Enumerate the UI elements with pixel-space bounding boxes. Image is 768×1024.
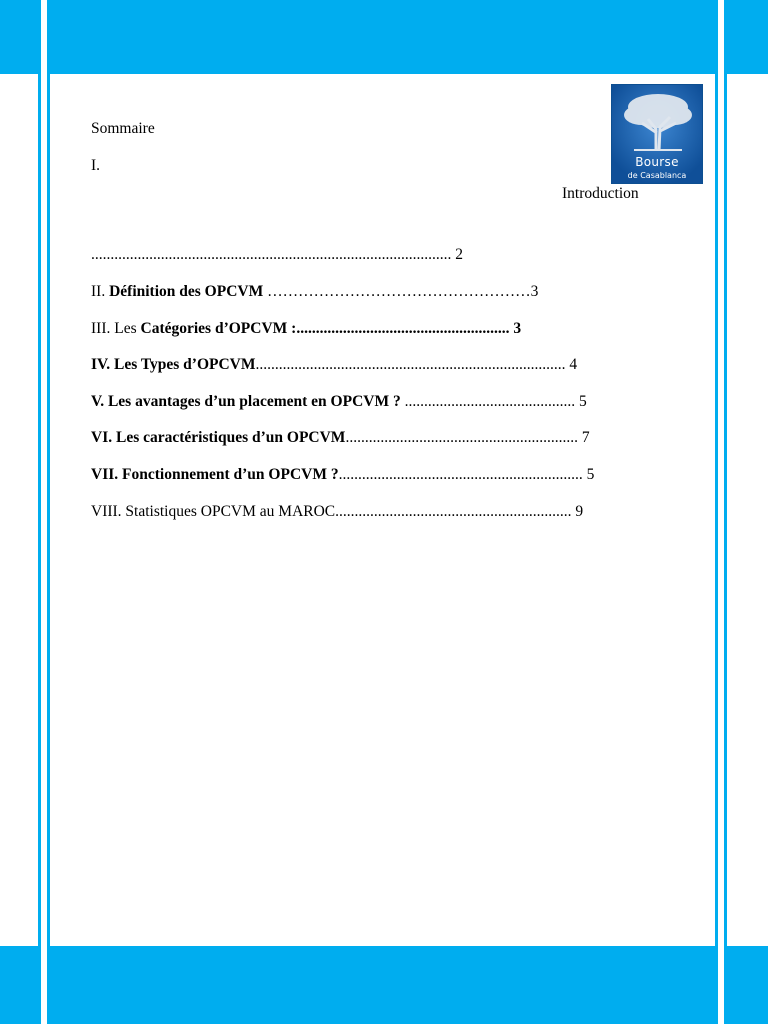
tree-icon — [612, 85, 703, 184]
toc-entry — [91, 393, 587, 411]
toc-entry-title: Catégories d’OPCVM — [140, 320, 288, 337]
toc-entry-number: V. — [91, 393, 108, 410]
logo-subtitle: de Casablanca — [627, 171, 687, 180]
toc-entry-number: III. Les — [91, 320, 141, 337]
toc-entry-leader: ............................................ 5 — [400, 393, 587, 410]
toc-entry-number: VII. — [91, 466, 123, 483]
gap-left — [41, 0, 47, 1024]
toc-entry — [91, 320, 521, 338]
toc-entry-leader: ............................................................ 7 — [345, 429, 590, 446]
toc-entry-title: Les Types d’OPCVM — [113, 356, 256, 373]
footer-band — [0, 946, 768, 1024]
toc-entry-number: IV. — [91, 356, 114, 373]
toc-entry-number: II. — [91, 283, 110, 300]
toc-entry-title: Fonctionnement d’un OPCVM ? — [122, 466, 339, 483]
logo-title: Bourse — [635, 155, 679, 169]
toc-entry-leader: ............................................................... 5 — [338, 466, 595, 483]
toc-entry — [91, 283, 538, 301]
page-title: Sommaire — [91, 120, 155, 137]
toc-entry — [91, 466, 594, 484]
toc-entry — [91, 429, 590, 447]
toc-entry-leader: :....................................................... 3 — [287, 320, 522, 337]
bourse-casablanca-logo — [611, 84, 703, 184]
header-band — [0, 0, 768, 74]
gap-right — [718, 0, 724, 1024]
toc-entry-leader: ............................................................. 9 — [335, 503, 584, 520]
toc-entry — [91, 356, 577, 374]
toc-entry-leader: ……………………………………………3 — [263, 283, 539, 300]
toc-entry-number: VI. — [91, 429, 116, 446]
toc-entry-title: Les avantages d’un placement en OPCVM ? — [107, 393, 401, 410]
toc-entry-number: VIII. Statistiques OPCVM au MAROC — [91, 503, 336, 520]
toc-number-1: I. — [91, 157, 101, 174]
toc-entry — [91, 503, 583, 521]
toc-title-introduction: Introduction — [562, 185, 639, 202]
right-border-line — [724, 0, 727, 1024]
left-border-line-inner — [47, 0, 50, 1024]
toc-entry-title: Définition des OPCVM — [109, 283, 264, 300]
toc-leader-introduction: ............................................................................................. 2 — [91, 246, 463, 263]
toc-entry-leader: ................................................................................ 4 — [255, 356, 578, 373]
toc-entry-title: Les caractéristiques d’un OPCVM — [115, 429, 346, 446]
